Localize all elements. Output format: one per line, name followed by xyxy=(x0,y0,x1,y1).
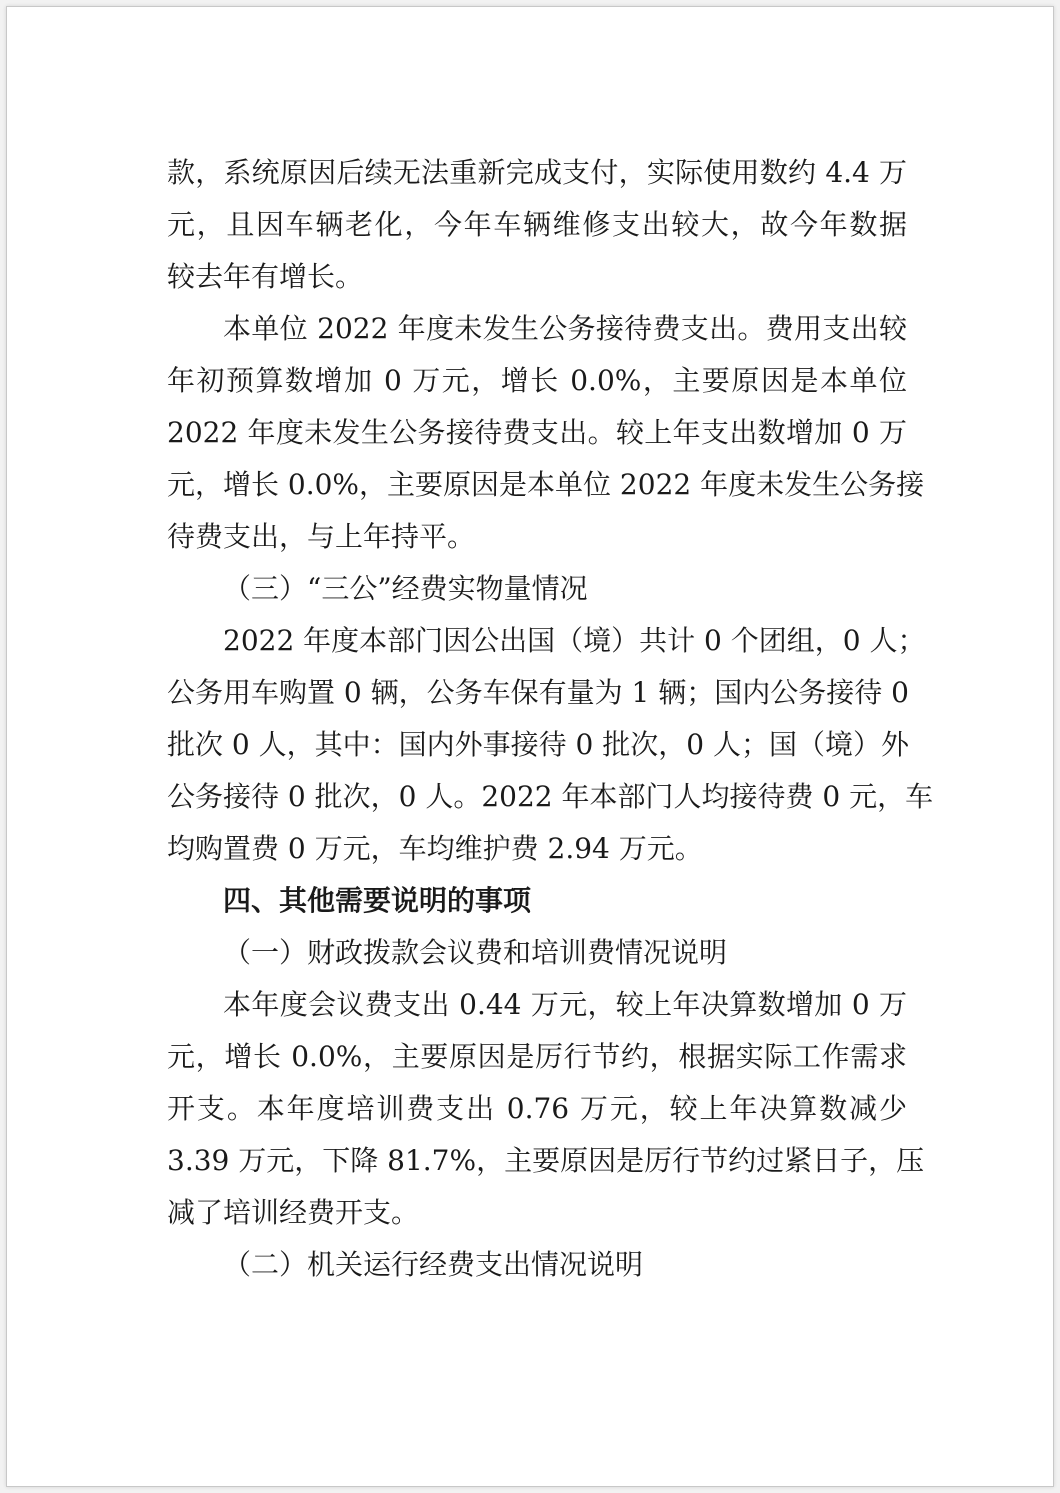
paragraph-line: 2022 年度本部门因公出国（境）共计 0 个团组，0 人； xyxy=(223,624,926,657)
paragraph-line: 待费支出，与上年持平。 xyxy=(167,520,476,553)
section-heading: 四、其他需要说明的事项 xyxy=(223,884,532,917)
paragraph-line: 元，且因车辆老化，今年车辆维修支出较大，故今年数据 xyxy=(167,208,907,241)
paragraph-line: 年初预算数增加 0 万元，增长 0.0%，主要原因是本单位 xyxy=(167,364,907,397)
paragraph-line: 批次 0 人，其中：国内外事接待 0 批次，0 人；国（境）外 xyxy=(167,728,909,761)
paragraph-line: 较去年有增长。 xyxy=(167,260,364,293)
subsection-heading: （一）财政拨款会议费和培训费情况说明 xyxy=(223,936,728,969)
paragraph-line: 公务接待 0 批次，0 人。2022 年本部门人均接待费 0 元，车 xyxy=(167,780,934,813)
paragraph-line: 元，增长 0.0%，主要原因是厉行节约，根据实际工作需求 xyxy=(167,1040,907,1073)
paragraph-line: 款，系统原因后续无法重新完成支付，实际使用数约 4.4 万 xyxy=(167,156,907,189)
paragraph-line: 公务用车购置 0 辆，公务车保有量为 1 辆；国内公务接待 0 xyxy=(167,676,909,709)
subsection-heading: （二）机关运行经费支出情况说明 xyxy=(223,1248,644,1281)
document-page xyxy=(6,6,1054,1487)
paragraph-line: 减了培训经费开支。 xyxy=(167,1196,420,1229)
paragraph-line: 本年度会议费支出 0.44 万元，较上年决算数增加 0 万 xyxy=(223,988,907,1021)
paragraph-line: 均购置费 0 万元，车均维护费 2.94 万元。 xyxy=(167,832,703,865)
paragraph-line: 元，增长 0.0%，主要原因是本单位 2022 年度未发生公务接 xyxy=(167,468,925,501)
paragraph-line: 3.39 万元，下降 81.7%，主要原因是厉行节约过紧日子，压 xyxy=(167,1144,925,1177)
subsection-heading: （三）“三公”经费实物量情况 xyxy=(223,572,588,605)
paragraph-line: 开支。本年度培训费支出 0.76 万元，较上年决算数减少 xyxy=(167,1092,907,1125)
paragraph-line: 本单位 2022 年度未发生公务接待费支出。费用支出较 xyxy=(223,312,907,345)
paragraph-line: 2022 年度未发生公务接待费支出。较上年支出数增加 0 万 xyxy=(167,416,907,449)
